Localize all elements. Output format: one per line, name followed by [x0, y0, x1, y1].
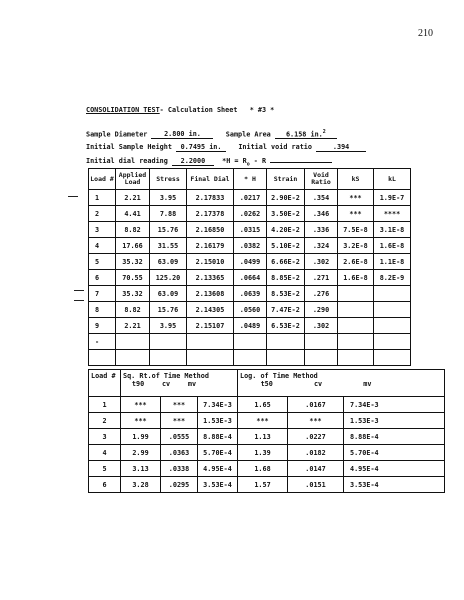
table-cell: 1.53E-3	[198, 413, 238, 429]
table-cell: 8.88E-4	[344, 429, 445, 445]
table-cell: 7.88	[150, 206, 187, 222]
table-cell	[187, 334, 234, 350]
table-cell: 35.32	[116, 286, 150, 302]
table-row	[89, 302, 411, 318]
table-cell: 1.53E-3	[344, 413, 445, 429]
table-cell: .0382	[234, 238, 267, 254]
table-cell	[150, 350, 187, 366]
dial-value: 2.2000	[172, 157, 214, 166]
table-cell: 4.41	[116, 206, 150, 222]
table-cell: ***	[121, 397, 161, 413]
table-cell: 1.99	[121, 429, 161, 445]
table-cell: 8.85E-2	[267, 270, 305, 286]
col-header: Final Dial	[187, 169, 234, 190]
table-cell	[338, 318, 374, 334]
table-cell: .271	[305, 270, 338, 286]
table-cell	[374, 302, 411, 318]
formula-blank	[270, 162, 332, 163]
table-cell	[305, 350, 338, 366]
table-cell: 2.6E-8	[338, 254, 374, 270]
table-cell	[374, 334, 411, 350]
table-cell: .0499	[234, 254, 267, 270]
area-superscript: 2	[322, 129, 326, 135]
table-cell: 70.55	[116, 270, 150, 286]
table-cell: 2.17833	[187, 190, 234, 206]
table-cell: 2.15107	[187, 318, 234, 334]
table-cell: 3	[89, 222, 116, 238]
formula: *H = R	[222, 157, 247, 165]
table-cell	[338, 334, 374, 350]
table-cell: .302	[305, 254, 338, 270]
sq-col-mv: mv	[187, 380, 197, 388]
table-row	[89, 254, 411, 270]
table-cell: 3.2E-8	[338, 238, 374, 254]
title-rest: - Calculation Sheet	[159, 106, 238, 114]
table-row	[89, 477, 445, 493]
table-cell: 1	[89, 190, 116, 206]
table-cell: 3.1E-8	[374, 222, 411, 238]
table-cell: 31.55	[150, 238, 187, 254]
table-cell: 15.76	[150, 222, 187, 238]
formula-subscript: o	[246, 161, 250, 168]
table-cell: .0217	[234, 190, 267, 206]
table-cell: 17.66	[116, 238, 150, 254]
table-cell	[89, 350, 116, 366]
table-cell: 8.2E-9	[374, 270, 411, 286]
margin-mark	[74, 290, 84, 291]
table-cell: 35.32	[116, 254, 150, 270]
table-row	[89, 318, 411, 334]
table-cell: .0489	[234, 318, 267, 334]
table-cell: 4	[89, 445, 121, 461]
table-row	[89, 350, 411, 366]
table-cell: ***	[161, 397, 198, 413]
table-cell: 5.10E-2	[267, 238, 305, 254]
area-label: Sample Area	[225, 130, 271, 139]
table-cell: 4.95E-4	[344, 461, 445, 477]
sq-col-t90: t90	[131, 380, 145, 388]
table-cell: .302	[305, 318, 338, 334]
time-method-header	[89, 370, 445, 397]
void-label: Initial void ratio	[238, 143, 312, 151]
table-cell: .0338	[161, 461, 198, 477]
table-row	[89, 270, 411, 286]
table-cell: 6	[89, 270, 116, 286]
page-number: 210	[418, 28, 433, 39]
table-cell: ***	[338, 190, 374, 206]
table-cell: 6.66E-2	[267, 254, 305, 270]
table-cell: .290	[305, 302, 338, 318]
table-cell: 2.15010	[187, 254, 234, 270]
table-cell: .0295	[161, 477, 198, 493]
table-cell: 8.88E-4	[198, 429, 238, 445]
table-cell: 1.1E-8	[374, 254, 411, 270]
table-cell: 6	[89, 477, 121, 493]
table-row	[89, 461, 445, 477]
table-cell: 8.82	[116, 222, 150, 238]
table-cell: ***	[238, 413, 288, 429]
log-col-t50: t50	[260, 380, 273, 388]
table-cell: -	[89, 334, 116, 350]
table-cell: .0664	[234, 270, 267, 286]
calculation-table-header	[89, 169, 411, 190]
table-cell	[374, 318, 411, 334]
table-cell: 63.09	[150, 254, 187, 270]
table-cell: 5.70E-4	[198, 445, 238, 461]
margin-mark	[68, 196, 78, 197]
table-cell: 8	[89, 302, 116, 318]
table-cell: 3.95	[150, 190, 187, 206]
sheet-title	[86, 106, 274, 114]
log-title: Log. of Time Method	[240, 372, 318, 380]
table-cell	[338, 350, 374, 366]
table-cell: .324	[305, 238, 338, 254]
table-cell: 8.53E-2	[267, 286, 305, 302]
table-cell: 5.70E-4	[344, 445, 445, 461]
table-cell: 7.5E-8	[338, 222, 374, 238]
sq-rt-method-header	[121, 370, 238, 397]
table-row	[89, 445, 445, 461]
table-cell: 125.20	[150, 270, 187, 286]
table-cell: 2	[89, 206, 116, 222]
table-cell: 2.21	[116, 318, 150, 334]
table-cell: ***	[161, 413, 198, 429]
table-cell: 2.90E-2	[267, 190, 305, 206]
table-cell: 2.13365	[187, 270, 234, 286]
table-cell	[187, 350, 234, 366]
col-header: Applied Load	[116, 169, 150, 190]
table-cell: 2.17378	[187, 206, 234, 222]
diameter-value: 2.800 in.	[151, 130, 213, 139]
col-header: Void Ratio	[305, 169, 338, 190]
table-cell: .0262	[234, 206, 267, 222]
table-cell: 5	[89, 254, 116, 270]
table-cell: 2.14305	[187, 302, 234, 318]
table-cell	[338, 302, 374, 318]
col-header: * H	[234, 169, 267, 190]
table-cell	[374, 350, 411, 366]
table-row	[89, 397, 445, 413]
header-line-1	[86, 128, 337, 139]
table-cell: 4	[89, 238, 116, 254]
table-cell: 3.13	[121, 461, 161, 477]
table-cell	[234, 350, 267, 366]
table-cell: ***	[121, 413, 161, 429]
table-cell: 3.95	[150, 318, 187, 334]
table-row	[89, 238, 411, 254]
table-cell: .0227	[288, 429, 344, 445]
table-cell: 2.21	[116, 190, 150, 206]
table-cell: 6.53E-2	[267, 318, 305, 334]
table-cell: 15.76	[150, 302, 187, 318]
dial-label: Initial dial reading	[86, 157, 168, 165]
header-line-2	[86, 143, 366, 152]
table-cell: 1.6E-8	[374, 238, 411, 254]
col-header: kL	[374, 169, 411, 190]
table-cell: .0639	[234, 286, 267, 302]
table-cell: 2.99	[121, 445, 161, 461]
table-cell: 7	[89, 286, 116, 302]
col-header: kS	[338, 169, 374, 190]
table-cell: .336	[305, 222, 338, 238]
void-value: .394	[316, 143, 366, 152]
table-cell: 7.34E-3	[198, 397, 238, 413]
sample-number: * #3 *	[249, 106, 275, 114]
table-cell: 1	[89, 397, 121, 413]
title-main: CONSOLIDATION TEST	[86, 106, 160, 114]
table-cell: 2.13608	[187, 286, 234, 302]
diameter-label: Sample Diameter	[86, 130, 148, 139]
formula-end: - R	[249, 157, 267, 165]
table-cell	[374, 286, 411, 302]
table-cell: 4.20E-2	[267, 222, 305, 238]
table-cell	[267, 350, 305, 366]
area-value: 6.158 in.	[285, 130, 323, 139]
table-cell: ****	[374, 206, 411, 222]
table-cell: 3.28	[121, 477, 161, 493]
table-cell: .346	[305, 206, 338, 222]
table-row	[89, 286, 411, 302]
table-row	[89, 206, 411, 222]
table-cell: 2.16179	[187, 238, 234, 254]
col-header: Stress	[150, 169, 187, 190]
table-cell	[338, 286, 374, 302]
sq-col-cv: cv	[161, 380, 171, 388]
table-row	[89, 222, 411, 238]
table-cell: 1.39	[238, 445, 288, 461]
table-cell: .0560	[234, 302, 267, 318]
table-cell	[305, 334, 338, 350]
table-cell: 3.53E-4	[344, 477, 445, 493]
table-cell: 8.82	[116, 302, 150, 318]
col-header: Strain	[267, 169, 305, 190]
table-cell: 1.9E-7	[374, 190, 411, 206]
table-cell: 9	[89, 318, 116, 334]
table-cell: ***	[288, 413, 344, 429]
table-cell: 5	[89, 461, 121, 477]
table-row	[89, 413, 445, 429]
table-cell: ***	[338, 206, 374, 222]
table-row	[89, 190, 411, 206]
table-cell: .0147	[288, 461, 344, 477]
header-line-3	[86, 157, 332, 167]
log-method-header	[238, 370, 445, 397]
table-cell: 1.6E-8	[338, 270, 374, 286]
table-cell: .0363	[161, 445, 198, 461]
table-cell	[150, 334, 187, 350]
table-cell: 1.68	[238, 461, 288, 477]
calculation-table	[88, 168, 411, 366]
table-cell	[267, 334, 305, 350]
table-cell: 2	[89, 413, 121, 429]
table-cell	[116, 350, 150, 366]
margin-mark	[74, 300, 84, 301]
height-value: 0.7495 in.	[176, 143, 226, 152]
table-cell: 2.16850	[187, 222, 234, 238]
log-col-mv: mv	[363, 380, 372, 388]
table-cell: .354	[305, 190, 338, 206]
time-method-table	[88, 369, 445, 493]
sq-rt-title: Sq. Rt.of Time Method	[123, 372, 209, 380]
height-label: Initial Sample Height	[86, 143, 172, 151]
load-header: Load #	[89, 370, 121, 397]
table-cell	[234, 334, 267, 350]
table-cell: .0167	[288, 397, 344, 413]
table-cell: .0182	[288, 445, 344, 461]
table-cell: .276	[305, 286, 338, 302]
table-row	[89, 429, 445, 445]
table-cell: 7.47E-2	[267, 302, 305, 318]
table-cell: 1.13	[238, 429, 288, 445]
table-cell: 1.65	[238, 397, 288, 413]
col-header: Load #	[89, 169, 116, 190]
table-cell: 63.09	[150, 286, 187, 302]
table-cell: 1.57	[238, 477, 288, 493]
table-cell: 4.95E-4	[198, 461, 238, 477]
table-cell: 3.50E-2	[267, 206, 305, 222]
table-cell: .0151	[288, 477, 344, 493]
table-cell: 3	[89, 429, 121, 445]
table-cell: .0315	[234, 222, 267, 238]
table-cell	[116, 334, 150, 350]
table-cell: 7.34E-3	[344, 397, 445, 413]
table-row	[89, 334, 411, 350]
table-cell: 3.53E-4	[198, 477, 238, 493]
table-cell: .0555	[161, 429, 198, 445]
log-col-cv: cv	[313, 380, 323, 388]
